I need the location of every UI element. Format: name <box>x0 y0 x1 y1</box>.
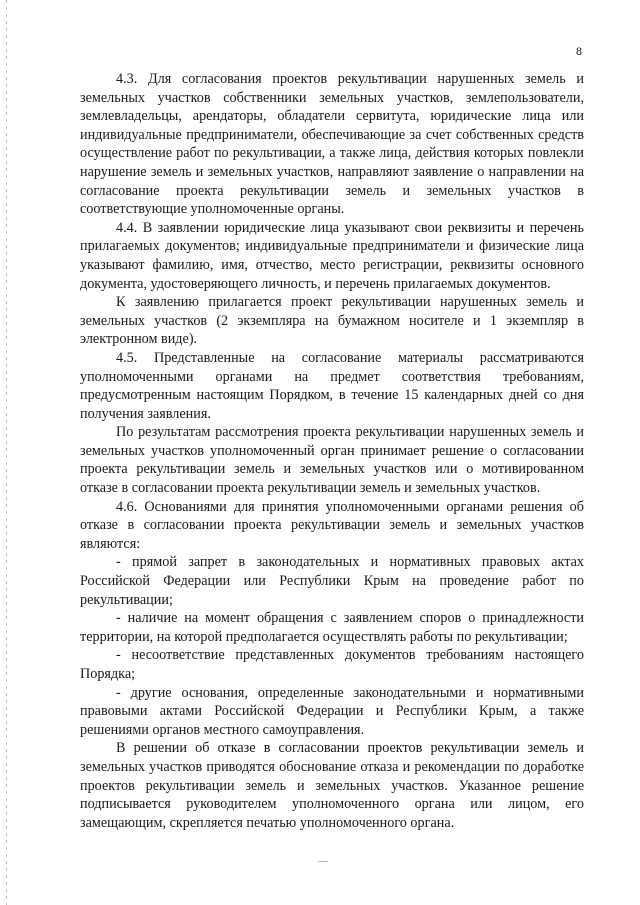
paragraph-review-result: По результатам рассмотрения проекта рекультивации нарушенных земель и земельных участков уполномоченный орган принимает решение о согласовании проекта рекультивации земель и земельных участков или о мотивированном отказе в согласовании проекта рекультивации земель и земельных участков. <box>80 424 584 497</box>
list-item: - наличие на момент обращения с заявлением споров о принадлежности территории, на которой предполагается осуществлять работы по рекультивации; <box>80 610 584 645</box>
list-item: - прямой запрет в законодательных и нормативных правовых актах Российской Федерации или Республики Крым на проведение работ по рекультивации; <box>80 554 584 608</box>
paragraph-4-6: 4.6. Основаниями для принятия уполномоченными органами решения об отказе в согласовании проекта рекультивации земель и земельных участков являются: <box>80 498 584 552</box>
paragraph-attachments: К заявлению прилагается проект рекультивации нарушенных земель и земельных участков (2 экземпляра на бумажном носителе и 1 экземпляр в электронном виде). <box>80 294 584 348</box>
page-number: 8 <box>576 44 582 58</box>
paragraph-4-4: 4.4. В заявлении юридические лица указывают свои реквизиты и перечень прилагаемых документов; индивидуальные предприниматели и физические лица указывают фамилию, имя, отчество, место регистрации, реквизиты основного документа, удостоверяющего личность, и перечень прилагаемых документов. <box>80 219 584 292</box>
list-item: - другие основания, определенные законодательными и нормативными правовыми актами Российской Федерации и Республики Крым, а также решениями органов местного самоуправления. <box>80 684 584 738</box>
scan-artifact: — <box>318 856 328 867</box>
scan-edge-mark <box>6 0 7 905</box>
paragraph-4-5: 4.5. Представленные на согласование материалы рассматриваются уполномоченными органами на предмет соответствия требованиям, предусмотренным настоящим Порядком, в течение 15 календарных дней со дня получения заявления. <box>80 349 584 422</box>
paragraph-4-3: 4.3. Для согласования проектов рекультивации нарушенных земель и земельных участков собственники земельных участков, землепользователи, землевладельцы, арендаторы, обладатели сервитута, юридические лица или индивидуальные предприниматели, обеспечивающие за счет собственных средств осуществление работ по рекультивации, а также лица, действия которых повлекли нарушение земель и земельных участков, направляют заявление о направлении на согласование проекта рекультивации земель и земельных участков в соответствующие уполномоченные органы. <box>80 71 584 218</box>
list-item: - несоответствие представленных документов требованиям настоящего Порядка; <box>80 647 584 682</box>
paragraph-refusal-decision: В решении об отказе в согласовании проектов рекультивации земель и земельных участков приводятся обоснование отказа и рекомендации по доработке проектов рекультивации земель и земельных участков. Указанное решение подписывается руководителем уполномоченного органа или лицом, его замещающим, скрепляется печатью уполномоченного органа. <box>80 740 584 831</box>
document-body <box>80 70 584 832</box>
